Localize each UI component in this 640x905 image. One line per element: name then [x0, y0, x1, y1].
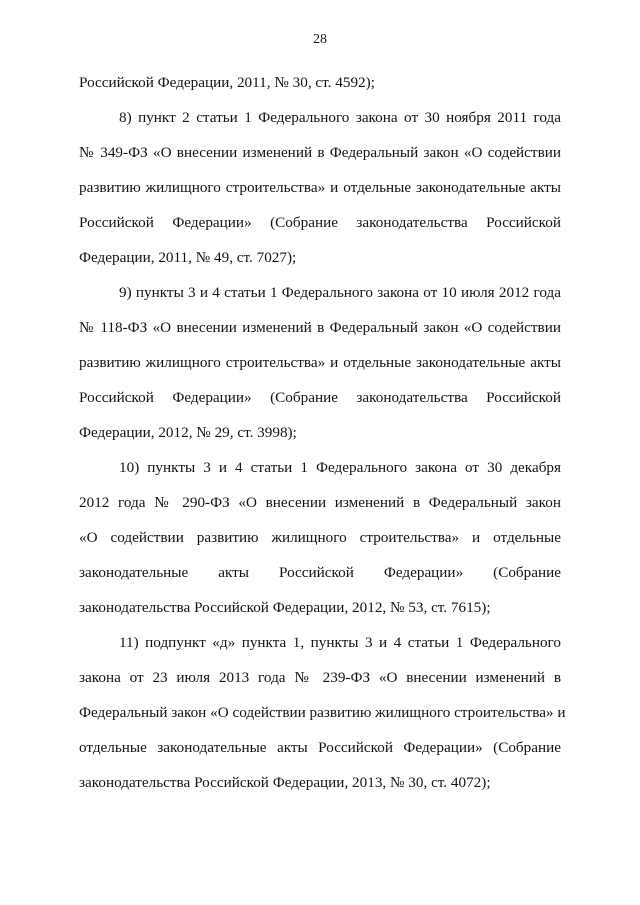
text-line: Российской Федерации, 2011, № 30, ст. 4592); — [79, 74, 375, 91]
text-line: Федерации, 2011, № 49, ст. 7027); — [79, 249, 297, 266]
document-body — [79, 65, 566, 800]
text-line: 9) пункты 3 и 4 статьи 1 Федерального закона от 10 июля 2012 года — [119, 284, 561, 301]
text-line: № 349-ФЗ «О внесении изменений в Федеральный закон «О содействии — [79, 144, 561, 161]
text-line: развитию жилищного строительства» и отдельные законодательные акты — [79, 179, 561, 196]
text-line: Российской Федерации» (Собрание законодательства Российской — [79, 214, 561, 231]
text-line: развитию жилищного строительства» и отдельные законодательные акты — [79, 354, 561, 371]
text-line: № 118-ФЗ «О внесении изменений в Федеральный закон «О содействии — [79, 319, 561, 336]
text-line: 10) пункты 3 и 4 статьи 1 Федерального закона от 30 декабря — [119, 459, 561, 476]
text-line: «О содействии развитию жилищного строительства» и отдельные — [79, 529, 561, 546]
text-line: 2012 года № 290-ФЗ «О внесении изменений в Федеральный закон — [79, 494, 561, 511]
text-line: 8) пункт 2 статьи 1 Федерального закона от 30 ноября 2011 года — [119, 109, 561, 126]
text-line: Федеральный закон «О содействии развитию жилищного строительства» и — [79, 704, 566, 721]
text-line: законодательства Российской Федерации, 2013, № 30, ст. 4072); — [79, 774, 491, 791]
text-line: закона от 23 июля 2013 года № 239-ФЗ «О внесении изменений в — [79, 669, 561, 686]
text-line: законодательства Российской Федерации, 2012, № 53, ст. 7615); — [79, 599, 491, 616]
text-line: Российской Федерации» (Собрание законодательства Российской — [79, 389, 561, 406]
text-line: Федерации, 2012, № 29, ст. 3998); — [79, 424, 297, 441]
page-number: 28 — [313, 32, 327, 47]
text-line: 11) подпункт «д» пункта 1, пункты 3 и 4 статьи 1 Федерального — [119, 634, 561, 651]
text-line: отдельные законодательные акты Российской Федерации» (Собрание — [79, 739, 561, 756]
text-line: законодательные акты Российской Федерации» (Собрание — [79, 564, 561, 581]
